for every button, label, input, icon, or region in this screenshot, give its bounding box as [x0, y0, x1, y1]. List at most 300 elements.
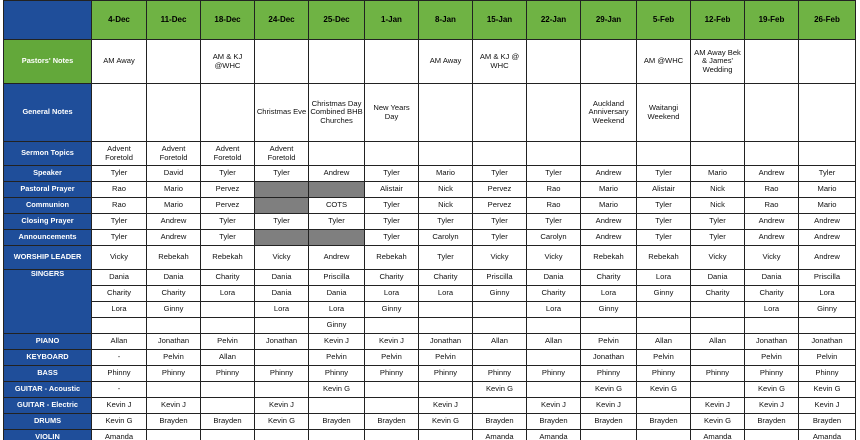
roster-cell: Advent Foretold — [255, 142, 309, 166]
roster-cell: Tyler — [527, 166, 581, 182]
roster-cell: Pelvin — [365, 350, 419, 366]
roster-cell — [799, 40, 856, 84]
roster-cell: Dania — [527, 270, 581, 286]
roster-cell — [527, 318, 581, 334]
roster-cell — [527, 84, 581, 142]
header-row — [4, 1, 856, 40]
roster-cell: Tyler — [473, 230, 527, 246]
date-header: 8-Jan — [419, 1, 473, 40]
roster-cell: Brayden — [201, 414, 255, 430]
roster-row — [4, 230, 856, 246]
roster-cell: Tyler — [309, 214, 365, 230]
blocked-cell — [255, 230, 309, 246]
blocked-cell — [309, 182, 365, 198]
roster-cell — [745, 40, 799, 84]
row-label: DRUMS — [4, 414, 92, 430]
roster-cell: Allan — [691, 334, 745, 350]
roster-cell: Rao — [527, 182, 581, 198]
roster-cell: Tyler — [201, 230, 255, 246]
roster-cell: Charity — [92, 286, 147, 302]
roster-row — [4, 366, 856, 382]
roster-cell: Mario — [147, 182, 201, 198]
roster-row — [4, 270, 856, 286]
roster-cell: Dania — [255, 270, 309, 286]
roster-cell: Brayden — [473, 414, 527, 430]
roster-cell: Mario — [419, 166, 473, 182]
roster-cell: Tyler — [473, 214, 527, 230]
roster-cell: Phinny — [473, 366, 527, 382]
roster-cell — [691, 302, 745, 318]
roster-cell — [745, 430, 799, 440]
row-label: KEYBOARD — [4, 350, 92, 366]
row-label: Closing Prayer — [4, 214, 92, 230]
roster-cell: Kevin J — [799, 398, 856, 414]
roster-cell: Kevin J — [92, 398, 147, 414]
roster-cell — [745, 318, 799, 334]
date-header: 1-Jan — [365, 1, 419, 40]
roster-cell — [581, 40, 637, 84]
roster-cell: Phinny — [691, 366, 745, 382]
roster-cell — [527, 40, 581, 84]
roster-row — [4, 246, 856, 270]
date-header: 25-Dec — [309, 1, 365, 40]
roster-cell: Rao — [92, 182, 147, 198]
date-header: 22-Jan — [527, 1, 581, 40]
roster-cell — [473, 318, 527, 334]
roster-cell — [147, 430, 201, 440]
roster-cell: Nick — [691, 182, 745, 198]
roster-cell — [637, 142, 691, 166]
roster-cell: Mario — [147, 198, 201, 214]
roster-row — [4, 382, 856, 398]
roster-cell: Rao — [745, 198, 799, 214]
roster-cell: Tyler — [365, 166, 419, 182]
roster-cell: Charity — [745, 286, 799, 302]
roster-cell: Priscilla — [799, 270, 856, 286]
roster-cell: Charity — [201, 270, 255, 286]
roster-cell: Kevin G — [92, 414, 147, 430]
roster-cell: Jonathan — [419, 334, 473, 350]
roster-cell: Brayden — [147, 414, 201, 430]
roster-cell: Tyler — [419, 246, 473, 270]
roster-cell: Andrew — [799, 214, 856, 230]
roster-cell — [92, 84, 147, 142]
roster-cell: Lora — [799, 286, 856, 302]
roster-cell: Jonathan — [581, 350, 637, 366]
roster-cell — [691, 142, 745, 166]
roster-cell: Lora — [92, 302, 147, 318]
roster-cell: Jonathan — [745, 334, 799, 350]
roster-cell: Dania — [309, 286, 365, 302]
roster-table — [3, 0, 856, 440]
roster-cell: Kevin G — [419, 414, 473, 430]
roster-cell: Phinny — [365, 366, 419, 382]
roster-cell: Jonathan — [255, 334, 309, 350]
roster-cell — [365, 430, 419, 440]
roster-cell: - — [92, 382, 147, 398]
roster-cell: Dania — [147, 270, 201, 286]
roster-cell: Phinny — [419, 366, 473, 382]
roster-cell — [581, 318, 637, 334]
roster-cell — [255, 382, 309, 398]
roster-cell: Rebekah — [365, 246, 419, 270]
roster-cell — [473, 142, 527, 166]
roster-cell — [637, 318, 691, 334]
roster-cell: Ginny — [147, 302, 201, 318]
roster-cell: Kevin G — [473, 382, 527, 398]
roster-cell: Kevin J — [419, 398, 473, 414]
roster-cell: Tyler — [201, 166, 255, 182]
roster-cell: Allan — [527, 334, 581, 350]
roster-cell: Vicky — [255, 246, 309, 270]
roster-cell: Phinny — [637, 366, 691, 382]
roster-cell — [691, 382, 745, 398]
roster-cell: New Years Day — [365, 84, 419, 142]
roster-cell: Advent Foretold — [92, 142, 147, 166]
roster-cell: Allan — [473, 334, 527, 350]
roster-cell — [419, 382, 473, 398]
row-label: Pastors' Notes — [4, 40, 92, 84]
roster-cell: Brayden — [745, 414, 799, 430]
roster-cell — [365, 40, 419, 84]
row-label: General Notes — [4, 84, 92, 142]
roster-cell — [201, 302, 255, 318]
roster-cell: Kevin J — [147, 398, 201, 414]
roster-cell: Pelvin — [309, 350, 365, 366]
roster-cell: Lora — [745, 302, 799, 318]
row-label: Announcements — [4, 230, 92, 246]
roster-cell: Dania — [691, 270, 745, 286]
roster-cell: Jonathan — [147, 334, 201, 350]
roster-cell: Rebekah — [581, 246, 637, 270]
roster-cell: Rebekah — [637, 246, 691, 270]
roster-row — [4, 334, 856, 350]
roster-cell: Pelvin — [799, 350, 856, 366]
roster-row — [4, 142, 856, 166]
roster-cell: Andrew — [309, 246, 365, 270]
roster-cell — [419, 430, 473, 440]
roster-cell: Tyler — [92, 230, 147, 246]
roster-cell — [691, 318, 745, 334]
roster-cell: Tyler — [419, 214, 473, 230]
roster-cell: AM Away — [419, 40, 473, 84]
roster-cell: Brayden — [527, 414, 581, 430]
date-header: 19-Feb — [745, 1, 799, 40]
roster-cell: Lora — [365, 286, 419, 302]
roster-cell: Priscilla — [473, 270, 527, 286]
roster-row — [4, 214, 856, 230]
roster-cell: Pervez — [201, 198, 255, 214]
roster-cell: Kevin J — [365, 334, 419, 350]
roster-row — [4, 84, 856, 142]
roster-cell — [309, 142, 365, 166]
roster-cell — [419, 142, 473, 166]
roster-cell — [691, 350, 745, 366]
roster-cell: Auckland Anniversary Weekend — [581, 84, 637, 142]
roster-cell: Tyler — [365, 198, 419, 214]
roster-cell: Nick — [419, 198, 473, 214]
roster-cell: Brayden — [309, 414, 365, 430]
roster-cell: Advent Foretold — [201, 142, 255, 166]
roster-cell: Tyler — [691, 214, 745, 230]
roster-cell: AM & KJ @ WHC — [473, 40, 527, 84]
roster-cell: Kevin G — [637, 382, 691, 398]
roster-cell — [255, 318, 309, 334]
roster-cell: Carolyn — [419, 230, 473, 246]
roster-cell: Brayden — [365, 414, 419, 430]
roster-cell: Phinny — [581, 366, 637, 382]
date-header: 18-Dec — [201, 1, 255, 40]
roster-cell — [745, 84, 799, 142]
roster-cell — [147, 318, 201, 334]
roster-cell: Phinny — [745, 366, 799, 382]
date-header: 4-Dec — [92, 1, 147, 40]
blocked-cell — [255, 182, 309, 198]
roster-cell: Tyler — [637, 198, 691, 214]
roster-cell: Pelvin — [581, 334, 637, 350]
row-label: SINGERS — [4, 270, 92, 334]
roster-cell: Pelvin — [201, 334, 255, 350]
roster-cell: Kevin J — [745, 398, 799, 414]
date-header: 15-Jan — [473, 1, 527, 40]
roster-cell: Tyler — [92, 214, 147, 230]
roster-cell: Brayden — [637, 414, 691, 430]
roster-cell: Phinny — [92, 366, 147, 382]
roster-cell: Ginny — [581, 302, 637, 318]
roster-cell: AM Away Bek & James' Wedding — [691, 40, 745, 84]
roster-cell: COTS — [309, 198, 365, 214]
row-label: Pastoral Prayer — [4, 182, 92, 198]
roster-cell: Nick — [691, 198, 745, 214]
roster-cell — [365, 318, 419, 334]
roster-cell: Andrew — [581, 230, 637, 246]
roster-cell: Lora — [637, 270, 691, 286]
roster-cell: Phinny — [201, 366, 255, 382]
roster-cell — [365, 142, 419, 166]
roster-cell: Rebekah — [147, 246, 201, 270]
roster-cell: Phinny — [255, 366, 309, 382]
roster-cell: AM & KJ @WHC — [201, 40, 255, 84]
roster-cell: Lora — [309, 302, 365, 318]
roster-cell: Alistair — [365, 182, 419, 198]
roster-cell — [581, 430, 637, 440]
roster-cell — [255, 430, 309, 440]
roster-cell: Vicky — [527, 246, 581, 270]
roster-cell: Mario — [691, 166, 745, 182]
roster-cell: Pelvin — [419, 350, 473, 366]
roster-cell — [365, 382, 419, 398]
roster-cell: Tyler — [637, 166, 691, 182]
roster-cell — [255, 40, 309, 84]
roster-cell: Mario — [581, 198, 637, 214]
roster-cell: Amanda — [92, 430, 147, 440]
roster-cell — [201, 430, 255, 440]
roster-cell: David — [147, 166, 201, 182]
roster-cell: Kevin G — [799, 382, 856, 398]
roster-cell — [365, 398, 419, 414]
roster-cell: Tyler — [527, 214, 581, 230]
row-label: GUITAR - Acoustic — [4, 382, 92, 398]
roster-cell: Lora — [419, 286, 473, 302]
roster-cell — [92, 318, 147, 334]
roster-cell — [201, 398, 255, 414]
roster-cell — [473, 398, 527, 414]
roster-cell: Mario — [581, 182, 637, 198]
roster-cell: Vicky — [745, 246, 799, 270]
roster-cell: Ginny — [309, 318, 365, 334]
roster-cell: Waitangi Weekend — [637, 84, 691, 142]
roster-row — [4, 286, 856, 302]
roster-cell: Charity — [581, 270, 637, 286]
roster-row — [4, 398, 856, 414]
roster-cell: Ginny — [637, 286, 691, 302]
roster-cell: Phinny — [799, 366, 856, 382]
date-header: 24-Dec — [255, 1, 309, 40]
roster-cell: Andrew — [581, 166, 637, 182]
roster-cell: Brayden — [799, 414, 856, 430]
roster-cell: Kevin G — [581, 382, 637, 398]
roster-row — [4, 414, 856, 430]
roster-cell: Allan — [92, 334, 147, 350]
roster-cell: Vicky — [691, 246, 745, 270]
row-label: PIANO — [4, 334, 92, 350]
roster-cell — [527, 350, 581, 366]
roster-cell — [637, 302, 691, 318]
date-header: 11-Dec — [147, 1, 201, 40]
roster-cell: Pervez — [473, 198, 527, 214]
roster-cell: Amanda — [799, 430, 856, 440]
roster-cell: Amanda — [527, 430, 581, 440]
roster-cell: Tyler — [473, 166, 527, 182]
roster-cell: Mario — [799, 182, 856, 198]
row-label: BASS — [4, 366, 92, 382]
roster-cell: Vicky — [92, 246, 147, 270]
roster-cell: Andrew — [745, 166, 799, 182]
roster-cell: Christmas Day Combined BHB Churches — [309, 84, 365, 142]
roster-cell: Lora — [255, 302, 309, 318]
roster-cell: Kevin G — [691, 414, 745, 430]
roster-cell: Andrew — [745, 230, 799, 246]
roster-cell: Dania — [92, 270, 147, 286]
roster-cell: Andrew — [799, 246, 856, 270]
roster-cell — [201, 382, 255, 398]
roster-cell — [473, 350, 527, 366]
roster-cell: Kevin G — [255, 414, 309, 430]
date-header: 26-Feb — [799, 1, 856, 40]
roster-cell: Kevin J — [309, 334, 365, 350]
roster-cell: Kevin J — [527, 398, 581, 414]
roster-cell: Phinny — [527, 366, 581, 382]
roster-cell: Mario — [799, 198, 856, 214]
roster-cell — [309, 430, 365, 440]
roster-cell: Kevin J — [581, 398, 637, 414]
roster-cell: Andrew — [745, 214, 799, 230]
roster-cell: Tyler — [92, 166, 147, 182]
roster-cell: Tyler — [365, 230, 419, 246]
roster-cell: Phinny — [147, 366, 201, 382]
roster-cell: Amanda — [473, 430, 527, 440]
roster-cell: Advent Foretold — [147, 142, 201, 166]
roster-cell: Brayden — [581, 414, 637, 430]
roster-row — [4, 302, 856, 318]
roster-cell: Charity — [365, 270, 419, 286]
roster-cell: Kevin J — [255, 398, 309, 414]
roster-cell: Allan — [201, 350, 255, 366]
roster-cell — [799, 318, 856, 334]
roster-cell: AM Away — [92, 40, 147, 84]
roster-row — [4, 350, 856, 366]
roster-cell: Charity — [527, 286, 581, 302]
roster-cell: Andrew — [581, 214, 637, 230]
roster-row — [4, 198, 856, 214]
roster-cell: AM @WHC — [637, 40, 691, 84]
roster-cell — [309, 40, 365, 84]
roster-cell: Ginny — [365, 302, 419, 318]
roster-row — [4, 40, 856, 84]
roster-cell: Rebekah — [201, 246, 255, 270]
roster-cell — [691, 84, 745, 142]
roster-cell: Jonathan — [799, 334, 856, 350]
roster-cell — [527, 382, 581, 398]
roster-cell — [147, 40, 201, 84]
row-label: WORSHIP LEADER — [4, 246, 92, 270]
roster-cell: Charity — [691, 286, 745, 302]
roster-cell — [527, 142, 581, 166]
roster-cell: Dania — [255, 286, 309, 302]
roster-cell — [637, 398, 691, 414]
roster-cell — [201, 84, 255, 142]
roster-cell: Tyler — [691, 230, 745, 246]
date-header: 5-Feb — [637, 1, 691, 40]
roster-cell: Pervez — [473, 182, 527, 198]
roster-cell: Andrew — [147, 214, 201, 230]
roster-cell — [637, 430, 691, 440]
row-label: GUITAR - Electric — [4, 398, 92, 414]
row-label: Communion — [4, 198, 92, 214]
roster-cell: Lora — [201, 286, 255, 302]
date-header: 12-Feb — [691, 1, 745, 40]
roster-cell: Carolyn — [527, 230, 581, 246]
roster-cell: Tyler — [255, 166, 309, 182]
roster-cell: Lora — [581, 286, 637, 302]
roster-cell: Pelvin — [745, 350, 799, 366]
roster-cell: Kevin G — [309, 382, 365, 398]
roster-cell — [201, 318, 255, 334]
blocked-cell — [309, 230, 365, 246]
roster-cell: Allan — [637, 334, 691, 350]
roster-cell: Andrew — [799, 230, 856, 246]
date-header: 29-Jan — [581, 1, 637, 40]
roster-row — [4, 430, 856, 440]
roster-cell — [473, 84, 527, 142]
roster-cell — [419, 318, 473, 334]
roster-cell: Tyler — [637, 230, 691, 246]
roster-cell: Lora — [527, 302, 581, 318]
roster-row — [4, 318, 856, 334]
roster-cell: Kevin G — [745, 382, 799, 398]
row-label: VIOLIN — [4, 430, 92, 440]
roster-cell: Christmas Eve — [255, 84, 309, 142]
row-label: Sermon Topics — [4, 142, 92, 166]
roster-row — [4, 166, 856, 182]
roster-cell — [745, 142, 799, 166]
roster-cell: Amanda — [691, 430, 745, 440]
roster-cell: Vicky — [473, 246, 527, 270]
roster-cell — [799, 84, 856, 142]
roster-cell: Priscilla — [309, 270, 365, 286]
roster-cell: Rao — [92, 198, 147, 214]
roster-cell: Charity — [147, 286, 201, 302]
